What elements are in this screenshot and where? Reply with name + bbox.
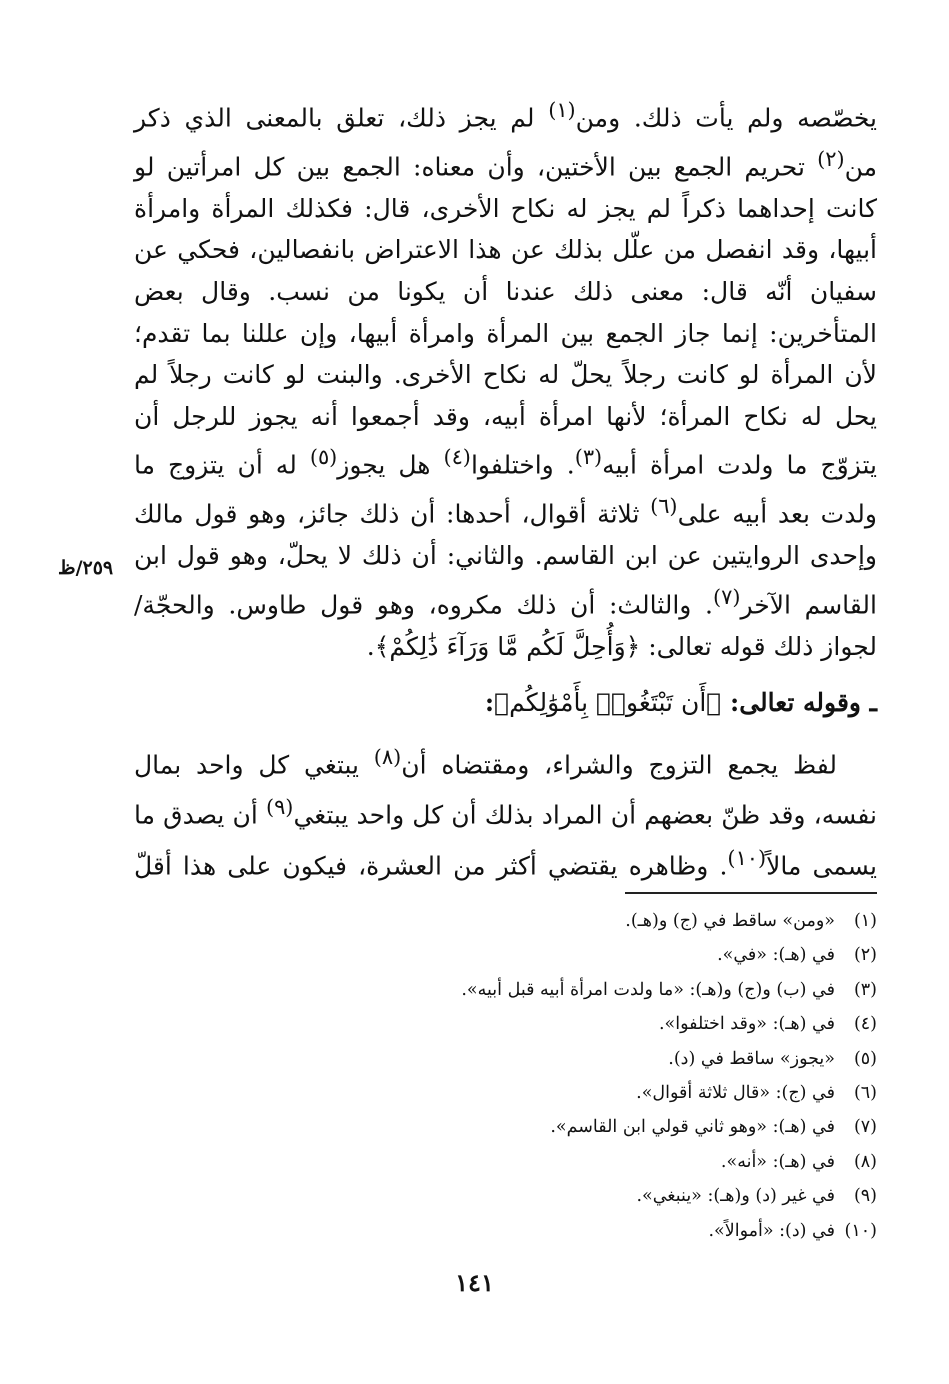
text-run: أن يصدق ما يسمى مالاً [134, 800, 878, 880]
text-run: . [366, 631, 375, 661]
footnote-text: في (هـ): «في». [717, 945, 835, 966]
manuscript-folio-marker: ٢٥٩/ظ [58, 557, 114, 579]
heading-prefix: ـ وقوله تعالى: [721, 688, 877, 717]
second-paragraph [134, 736, 877, 887]
footnote-number: (١) [853, 911, 877, 931]
footnote-ref[interactable]: (١) [548, 98, 576, 122]
main-paragraph [134, 90, 877, 667]
footnote-text: «يجوز» ساقط في (د). [668, 1048, 835, 1069]
text-run: . وظاهره يقتضي أكثر من العشرة، فيكون على هذا أقلّ [134, 850, 728, 880]
footnote-text: في غير (د) و(هـ): «ينبغي». [636, 1186, 835, 1207]
footnote-number: (٦) [853, 1083, 877, 1104]
footnote-item [134, 973, 877, 1007]
paragraph-1 [134, 90, 877, 667]
footnote-number: (٧) [853, 1117, 877, 1138]
quran-verse: ﴿وَأُحِلَّ لَكُم مَّا وَرَآءَ ذَٰلِكُمْ﴾ [374, 631, 641, 661]
heading-verse: ﴿أَن تَبْتَغُوا۟ بِأَمْوَٰلِكُم﴾ [494, 688, 722, 717]
text-run: لفظ يجمع التزوج والشراء، ومقتضاه أن [401, 750, 837, 780]
footnote-ref[interactable]: (٧) [713, 584, 741, 609]
text-run: له أن يتزوج ما ولدت بعد أبيه على [134, 450, 877, 529]
footnote-text: في (هـ): «أنه». [720, 1151, 835, 1172]
footnote-ref[interactable]: (٢) [817, 146, 845, 171]
text-run: هل يجوز [337, 450, 444, 480]
footnotes-list [134, 904, 877, 1248]
footnote-number: (٤) [853, 1014, 877, 1035]
footnote-text: في (ب) و(ج) و(هـ): «ما ولدت امرأة أبيه قبل أبيه». [461, 979, 835, 1000]
footnote-text: في (هـ): «وهو ثاني قولي ابن القاسم». [550, 1117, 835, 1138]
footnote-ref[interactable]: (٣) [574, 445, 603, 470]
footnote-ref[interactable]: (٦) [650, 494, 678, 519]
footnote-ref[interactable]: (١٠) [727, 845, 767, 870]
text-run: ثلاثة أقوال، أحدها: أن ذلك جائز، وهو قول مالك وإحدى الروايتين عن ابن القاسم. والثاني: أن ذلك لا يحلّ، وهو قول ابن القاسم الآخر [134, 499, 877, 620]
footnote-number: (٥) [853, 1048, 877, 1069]
footnote-item [134, 904, 877, 938]
section-heading [134, 682, 877, 723]
footnote-number: (٩) [853, 1186, 877, 1207]
footnote-number: (١٠) [844, 1220, 877, 1241]
text-run: يبتغي كل واحد بمال نفسه، وقد ظنّ بعضهم أن المراد بذلك أن كل واحد يبتغي [134, 750, 878, 830]
page-number: ١٤١ [455, 1268, 494, 1297]
footnote-number: (٢) [853, 945, 877, 966]
footnote-ref[interactable]: (٤) [443, 445, 471, 470]
footnote-ref[interactable]: (٨) [373, 745, 402, 769]
footnote-number: (٨) [853, 1151, 877, 1172]
footnote-number: (٣) [853, 979, 877, 1000]
footnote-item [134, 938, 877, 972]
footnote-item [134, 1042, 877, 1076]
text-run: يخصّصه ولم يأت ذلك. ومن [575, 103, 877, 133]
footnote-item [134, 1076, 877, 1110]
footnote-item [134, 1007, 877, 1041]
footnote-item [134, 1179, 877, 1213]
footnote-text: في (د): «أموالاً». [708, 1220, 835, 1241]
footnote-text: في (ج): «قال ثلاثة أقوال». [636, 1083, 835, 1104]
footnote-text: «ومن» ساقط في (ج) و(هـ). [625, 911, 835, 931]
text-run: . واختلفوا [470, 450, 575, 480]
footnote-item [134, 1110, 877, 1144]
footnote-divider [625, 892, 877, 894]
footnote-item [134, 1214, 877, 1248]
text-run: تحريم الجمع بين الأختين، وأن معناه: الجمع بين كل امرأتين لو كانت إحداهما ذكراً لم يجز له نكاح الأخرى، قال: فكذلك المرأة وامرأة أبيها، وقد انفصل من علّل بذلك عن هذا الاعتراض بانفصالين، فحكي عن سفيان أنّه قال: معنى ذلك عندنا أن يكونا من نسب. وقال بعض المتأخرين: إنما جاز الجمع بين المرأة وامرأة أبيها، وإن عللنا بما تقدم؛ لأن المرأة لو كانت رجلاً يحلّ له نكاح الأخرى. والبنت لو كانت رجلاً لم يحل له نكاح المرأة؛ لأنها امرأة أبيه، وقد أجمعوا أنه يجوز للرجل أن يتزوّج ما ولدت امرأة أبيه [134, 152, 878, 480]
text-run: . والثالث: أن ذلك مكروه، وهو قول طاوس. والحجّة/ لجواز ذلك قوله تعالى: [134, 590, 877, 661]
text-run: لم يجز ذلك، تعلق بالمعنى الذي ذكر من [134, 103, 877, 182]
footnote-ref[interactable]: (٥) [309, 445, 338, 470]
footnote-text: في (هـ): «وقد اختلفوا». [658, 1014, 835, 1035]
heading-suffix: : [484, 688, 495, 717]
footnote-item [134, 1145, 877, 1179]
footnote-ref[interactable]: (٩) [265, 795, 294, 820]
